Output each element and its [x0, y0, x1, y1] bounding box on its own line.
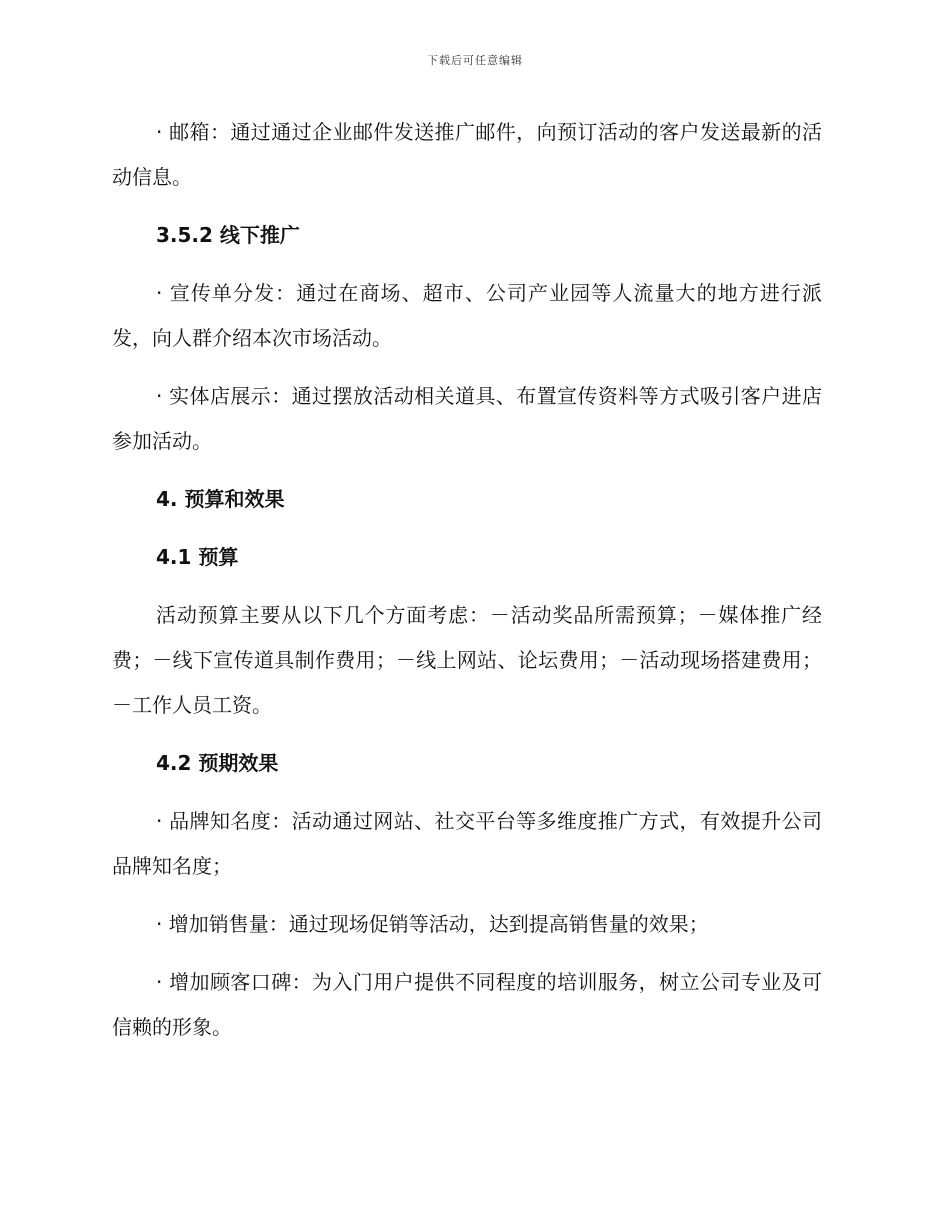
heading-offline-promotion: 3.5.2 线下推广: [156, 223, 300, 247]
paragraph-sales: · 增加销售量：通过现场促销等活动，达到提高销售量的效果；: [156, 912, 709, 936]
heading-budget: 4.1 预算: [156, 545, 239, 569]
paragraph-email: · 邮箱：通过通过企业邮件发送推广邮件，向预订活动的客户发送最新的活动信息。: [112, 120, 822, 189]
paragraph-brand-awareness: · 品牌知名度：活动通过网站、社交平台等多维度推广方式，有效提升公司品牌知名度；: [112, 809, 822, 878]
page-header: 下载后可任意编辑: [427, 54, 523, 67]
paragraph-store-display: · 实体店展示：通过摆放活动相关道具、布置宣传资料等方式吸引客户进店参加活动。: [112, 384, 822, 453]
document-body: [112, 110, 822, 1050]
heading-budget-and-effect: 4. 预算和效果: [156, 487, 285, 511]
paragraph-budget: 活动预算主要从以下几个方面考虑：－活动奖品所需预算；－媒体推广经费；－线下宣传道具制作费用；－线上网站、论坛费用；－活动现场搭建费用；－工作人员工资。: [112, 603, 822, 717]
heading-expected-effect: 4.2 预期效果: [156, 751, 279, 775]
paragraph-reputation: · 增加顾客口碑：为入门用户提供不同程度的培训服务，树立公司专业及可信赖的形象。: [112, 970, 822, 1039]
paragraph-flyer: · 宣传单分发：通过在商场、超市、公司产业园等人流量大的地方进行派发，向人群介绍本次市场活动。: [112, 281, 822, 350]
